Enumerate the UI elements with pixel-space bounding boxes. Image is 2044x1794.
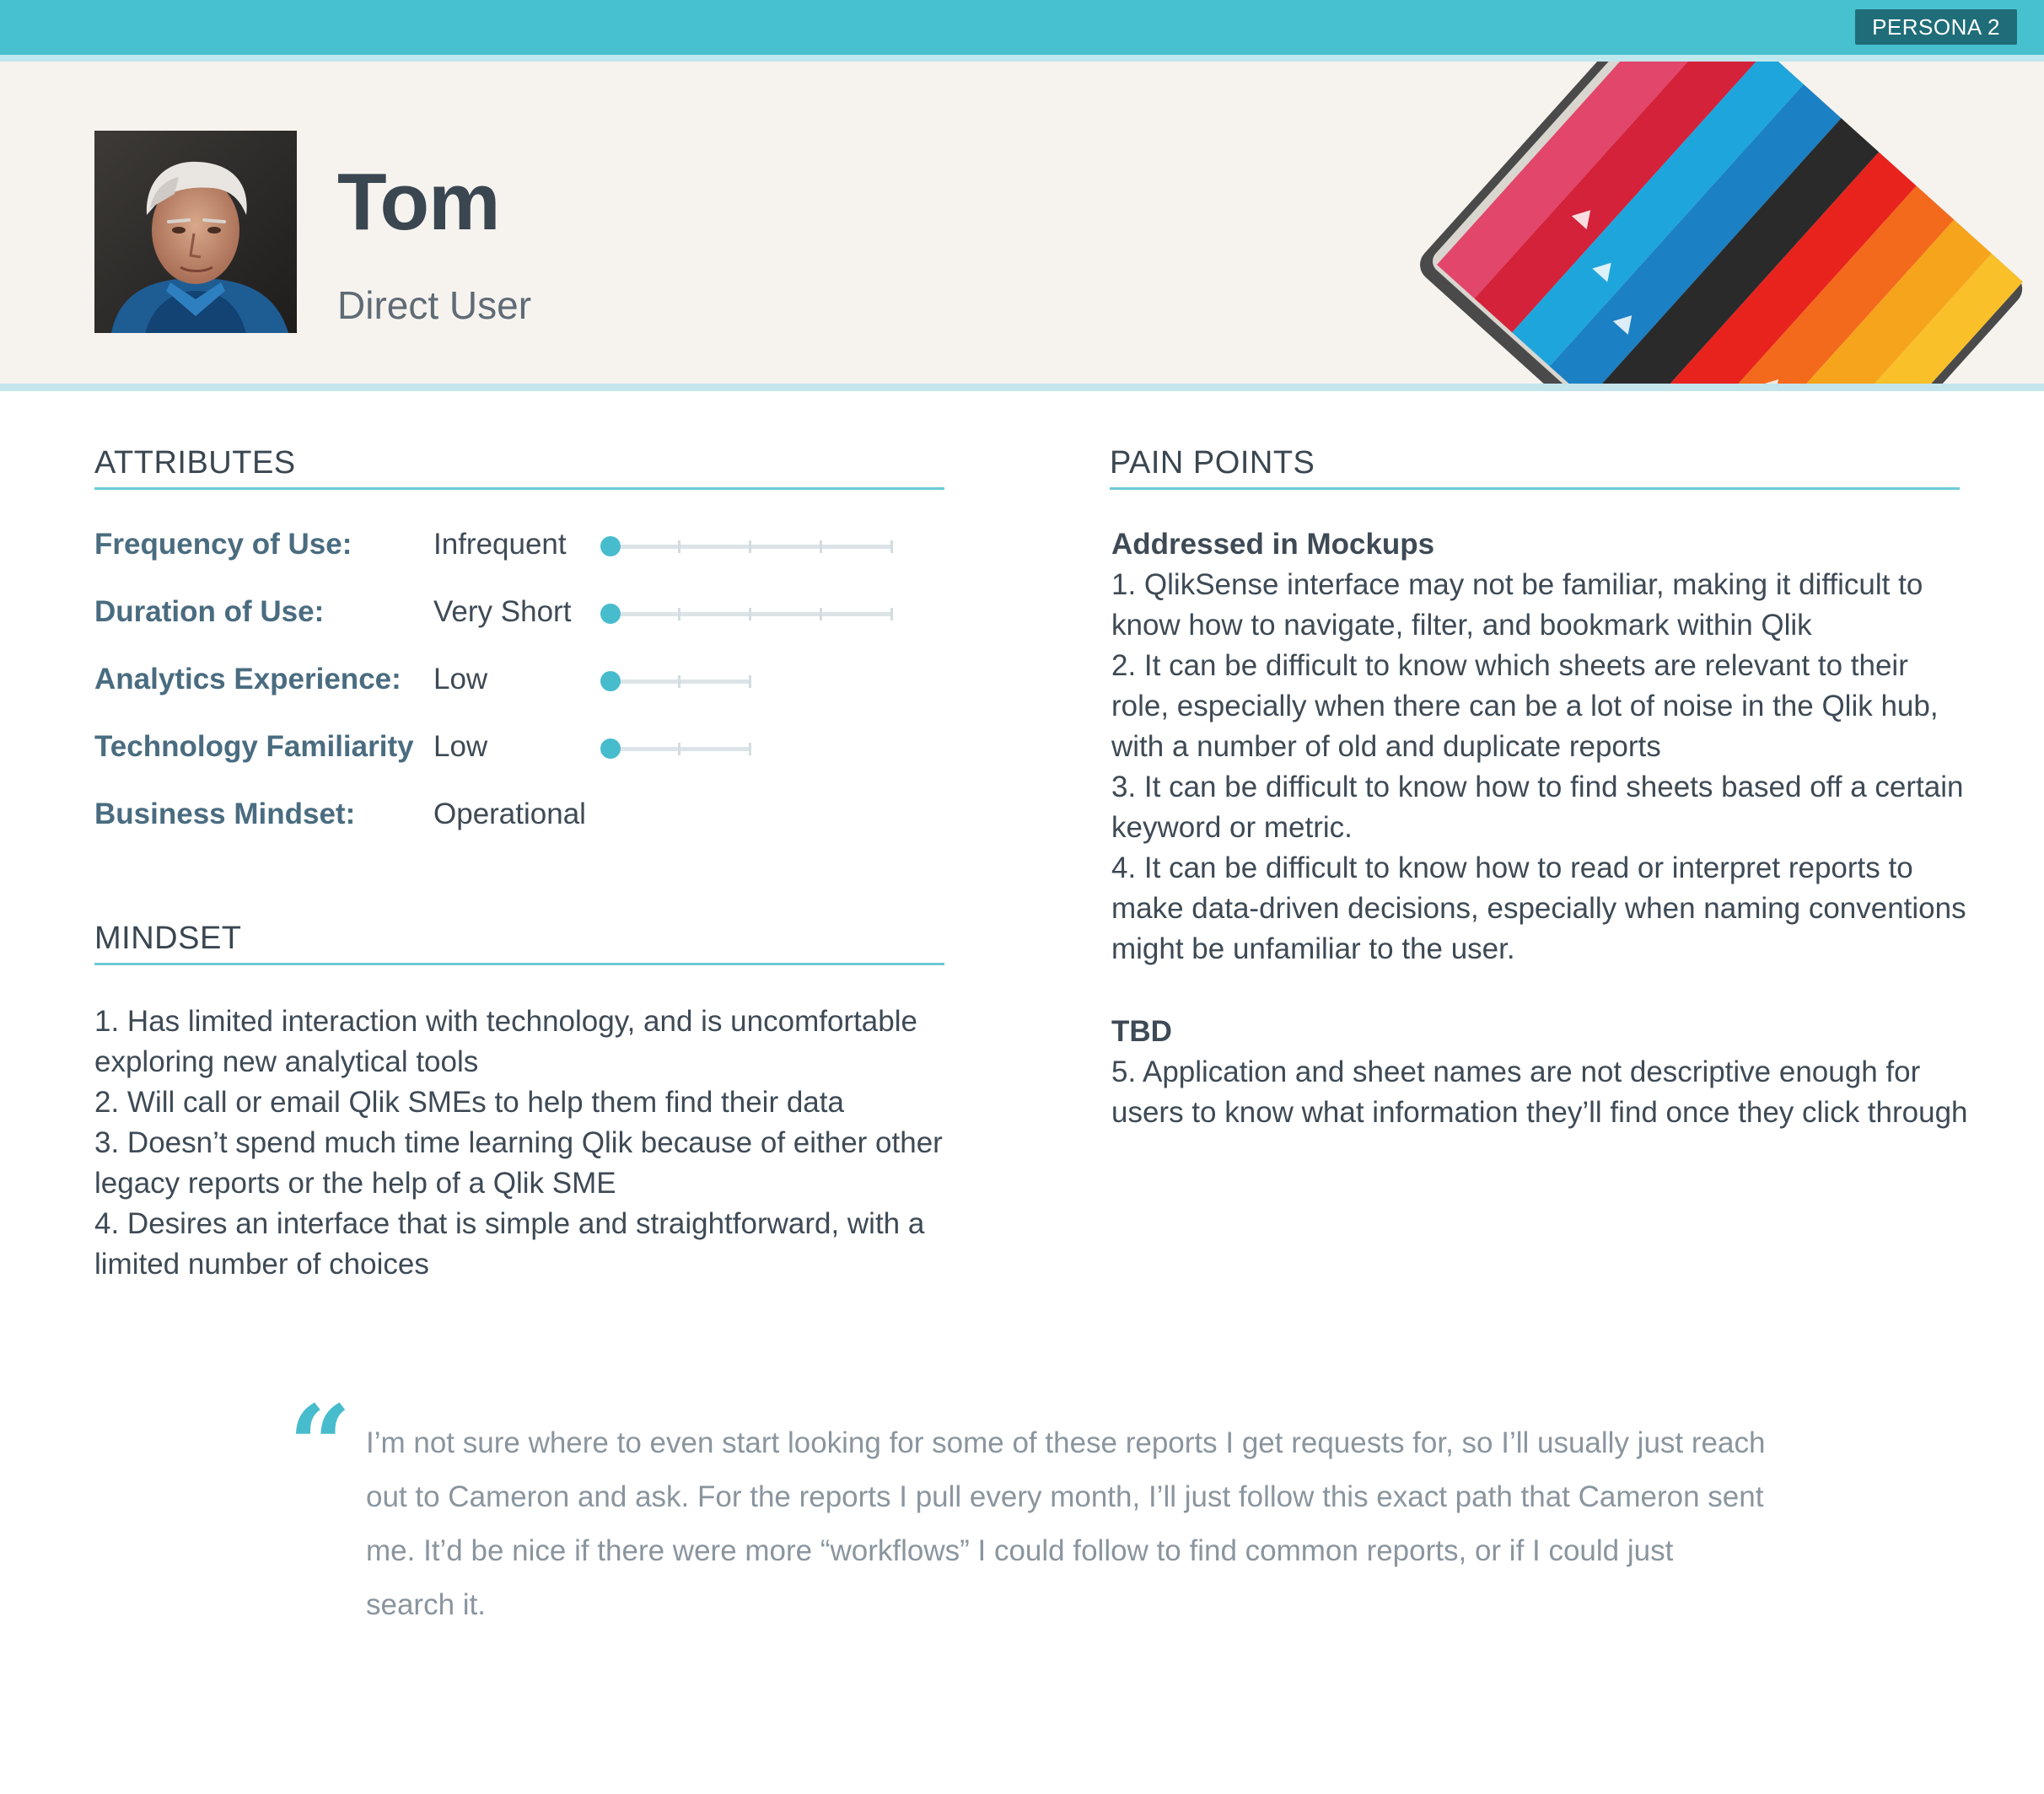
slider-knob	[600, 604, 621, 624]
persona-role: Direct User	[337, 283, 532, 327]
attribute-value: Operational	[433, 798, 586, 830]
hero-divider	[0, 384, 2044, 391]
pain-point-item: 3. It can be difficult to know how to find sheets based off a certain keyword or metric.	[1111, 771, 1964, 844]
analytics-slider	[600, 669, 757, 694]
avatar	[94, 131, 297, 333]
attribute-value: Low	[433, 730, 488, 763]
quote-mark-icon: “	[288, 1381, 352, 1510]
attribute-value: Infrequent	[433, 528, 567, 561]
top-bar	[0, 0, 2044, 55]
mindset-item: 4. Desires an interface that is simple and straightforward, with a limited number of choices	[94, 1207, 925, 1281]
pain-points-subheading: Addressed in Mockups	[1111, 528, 1435, 561]
slider-knob	[600, 671, 621, 691]
mindset-item: 3. Doesn’t spend much time learning Qlik because of either other legacy reports or the help of a Qlik SME	[94, 1126, 943, 1200]
persona-badge: PERSONA 2	[1855, 9, 2017, 45]
attribute-label: Analytics Experience:	[94, 663, 401, 696]
technology-slider	[600, 736, 757, 761]
attribute-value: Very Short	[433, 595, 572, 628]
attributes-title: ATTRIBUTES	[94, 445, 296, 481]
persona-name: Tom	[337, 157, 500, 247]
attribute-label: Business Mindset:	[94, 798, 356, 830]
mindset-item: 2. Will call or email Qlik SMEs to help them find their data	[94, 1086, 844, 1119]
persona-quote: I’m not sure where to even start looking for some of these reports I get requests for, so I’ll usually just reach out to Cameron and ask. For the reports I pull every month, I’ll just follow this exact path that Cameron sent me. It’d be nice if there were more “workflows” I could follow to find common reports, or if I could just search it.	[366, 1426, 1766, 1621]
pain-point-item: 2. It can be difficult to know which sheets are relevant to their role, especially when there can be a lot of noise in the Qlik hub, with a number of old and duplicate reports	[1111, 649, 1939, 763]
pain-points-subheading: TBD	[1111, 1015, 1172, 1048]
pain-points-rule	[1110, 487, 1960, 490]
pain-point-item: 1. QlikSense interface may not be familiar, making it difficult to know how to navigate, filter, and bookmark within Qlik	[1111, 568, 1923, 642]
frequency-slider	[600, 534, 896, 559]
top-bar-divider	[0, 55, 2044, 62]
mindset-rule	[94, 963, 944, 965]
slider-knob	[600, 739, 621, 759]
duration-slider	[600, 601, 896, 626]
slider-knob	[600, 536, 621, 556]
pain-point-item: 5. Application and sheet names are not descriptive enough for users to know what information they’ll find once they click through	[1111, 1055, 1968, 1129]
attribute-label: Technology Familiarity	[94, 730, 414, 763]
attribute-label: Frequency of Use:	[94, 528, 352, 561]
colored-pencils-icon	[1349, 62, 2044, 384]
pain-points-title: PAIN POINTS	[1110, 445, 1315, 481]
mindset-item: 1. Has limited interaction with technology, and is uncomfortable exploring new analytical tools	[94, 1005, 917, 1078]
pain-point-item: 4. It can be difficult to know how to read or interpret reports to make data-driven decisions, especially when naming conventions might be unfamiliar to the user.	[1111, 851, 1966, 965]
attributes-rule	[94, 487, 944, 490]
mindset-title: MINDSET	[94, 921, 242, 956]
portrait-photo-icon	[94, 131, 297, 333]
attribute-value: Low	[433, 663, 488, 696]
attribute-label: Duration of Use:	[94, 595, 325, 628]
hero-banner	[0, 62, 2044, 384]
